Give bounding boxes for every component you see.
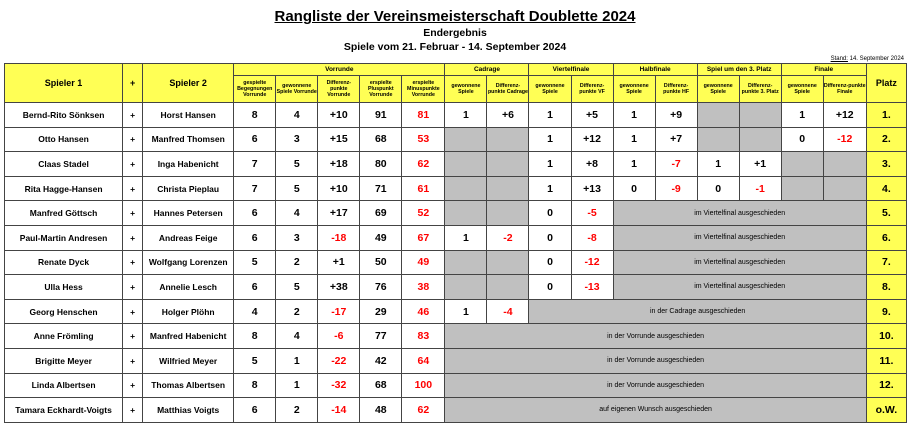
vr-minuspunkte: 49: [402, 250, 445, 275]
cad-spiele: 1: [445, 103, 487, 128]
col-platz: Platz: [866, 64, 906, 103]
hf-spiele: 1: [613, 152, 655, 177]
vr-diff: -17: [318, 299, 360, 324]
fin-diff: [823, 152, 866, 177]
vr-minuspunkte: 83: [402, 324, 445, 349]
vr-begegnungen: 5: [234, 348, 276, 373]
page-subtitle: Endergebnis: [423, 27, 487, 39]
vr-spiele: 1: [276, 348, 318, 373]
s3-spiele: [697, 103, 739, 128]
col-s3-spiele: gewonnene Spiele: [697, 76, 739, 103]
cad-spiele: 1: [445, 299, 487, 324]
vr-spiele: 5: [276, 152, 318, 177]
vr-pluspunkte: 69: [360, 201, 402, 226]
player2-name: Manfred Habenicht: [143, 324, 234, 349]
s3-spiele: [697, 127, 739, 152]
vr-minuspunkte: 38: [402, 275, 445, 300]
player2-name: Holger Plöhn: [143, 299, 234, 324]
ranking-table: [4, 63, 907, 423]
vr-spiele: 5: [276, 176, 318, 201]
table-row: [5, 201, 907, 226]
cad-diff: [487, 201, 529, 226]
vf-spiele: 1: [529, 127, 571, 152]
fin-spiele: [781, 152, 823, 177]
s3-spiele: 0: [697, 176, 739, 201]
cad-diff: [487, 127, 529, 152]
vr-pluspunkte: 50: [360, 250, 402, 275]
vr-pluspunkte: 77: [360, 324, 402, 349]
vf-spiele: 0: [529, 275, 571, 300]
player2-name: Wolfgang Lorenzen: [143, 250, 234, 275]
col-s3-diff: Differenz-punkte 3. Platz: [739, 76, 781, 103]
vr-begegnungen: 8: [234, 324, 276, 349]
hf-diff: +7: [655, 127, 697, 152]
vr-pluspunkte: 29: [360, 299, 402, 324]
vr-diff: -32: [318, 373, 360, 398]
col-cadrage: Cadrage: [445, 64, 529, 76]
vr-pluspunkte: 68: [360, 127, 402, 152]
plus-sign: +: [123, 373, 143, 398]
vr-minuspunkte: 64: [402, 348, 445, 373]
vr-diff: +17: [318, 201, 360, 226]
vr-diff: +38: [318, 275, 360, 300]
vr-spiele: 3: [276, 127, 318, 152]
vr-begegnungen: 5: [234, 250, 276, 275]
elimination-note: in der Vorrunde ausgeschieden: [445, 324, 866, 349]
player2-name: Annelie Lesch: [143, 275, 234, 300]
s3-spiele: 1: [697, 152, 739, 177]
vr-pluspunkte: 71: [360, 176, 402, 201]
vr-diff: +18: [318, 152, 360, 177]
cad-spiele: [445, 127, 487, 152]
col-fin-diff: Differenz-punkte Finale: [823, 76, 866, 103]
plus-sign: +: [123, 225, 143, 250]
plus-sign: +: [123, 324, 143, 349]
player1-name: Anne Frömling: [5, 324, 123, 349]
vf-diff: -5: [571, 201, 613, 226]
vr-minuspunkte: 62: [402, 152, 445, 177]
player2-name: Matthias Voigts: [143, 398, 234, 423]
s3-diff: +1: [739, 152, 781, 177]
table-row: [5, 250, 907, 275]
table-row: [5, 275, 907, 300]
vr-pluspunkte: 68: [360, 373, 402, 398]
table-row: [5, 373, 907, 398]
table-row: [5, 152, 907, 177]
col-vr-minus: erspielte Minuspunkte Vorrunde: [402, 76, 445, 103]
s3-diff: -1: [739, 176, 781, 201]
plus-sign: +: [123, 299, 143, 324]
table-body: [5, 103, 907, 423]
plus-sign: +: [123, 127, 143, 152]
table-row: [5, 127, 907, 152]
vf-spiele: 1: [529, 176, 571, 201]
plus-sign: +: [123, 176, 143, 201]
col-spiel3: Spiel um den 3. Platz: [697, 64, 781, 76]
platz: 5.: [866, 201, 906, 226]
vf-spiele: 1: [529, 152, 571, 177]
cad-spiele: [445, 275, 487, 300]
player1-name: Linda Albertsen: [5, 373, 123, 398]
platz: 12.: [866, 373, 906, 398]
player1-name: Manfred Göttsch: [5, 201, 123, 226]
col-hf-diff: Differenz-punkte HF: [655, 76, 697, 103]
player1-name: Rita Hagge-Hansen: [5, 176, 123, 201]
vf-diff: -12: [571, 250, 613, 275]
platz: 6.: [866, 225, 906, 250]
hf-spiele: 1: [613, 103, 655, 128]
cad-diff: -2: [487, 225, 529, 250]
vf-spiele: 0: [529, 201, 571, 226]
vr-begegnungen: 4: [234, 299, 276, 324]
col-vr-plus: erspielte Pluspunkt Vorrunde: [360, 76, 402, 103]
vr-minuspunkte: 81: [402, 103, 445, 128]
col-halbfinale: Halbfinale: [613, 64, 697, 76]
player1-name: Claas Stadel: [5, 152, 123, 177]
page-title: Rangliste der Vereinsmeisterschaft Doublette 2024: [274, 8, 636, 25]
platz: 4.: [866, 176, 906, 201]
vr-begegnungen: 7: [234, 152, 276, 177]
fin-spiele: 0: [781, 127, 823, 152]
col-vr-begegnungen: gespielte Begegnungen Vorrunde: [234, 76, 276, 103]
platz: 9.: [866, 299, 906, 324]
plus-sign: +: [123, 250, 143, 275]
elimination-note: im Viertelfinal ausgeschieden: [613, 275, 866, 300]
cad-diff: +6: [487, 103, 529, 128]
vr-pluspunkte: 42: [360, 348, 402, 373]
col-vr-spiele: gewonnene Spiele Vorrunde: [276, 76, 318, 103]
vf-diff: +12: [571, 127, 613, 152]
col-finale: Finale: [781, 64, 866, 76]
vr-begegnungen: 7: [234, 176, 276, 201]
platz: 8.: [866, 275, 906, 300]
elimination-note: in der Vorrunde ausgeschieden: [445, 348, 866, 373]
cad-diff: [487, 152, 529, 177]
platz: 3.: [866, 152, 906, 177]
vr-minuspunkte: 46: [402, 299, 445, 324]
vr-diff: -14: [318, 398, 360, 423]
hf-diff: +9: [655, 103, 697, 128]
vr-spiele: 2: [276, 398, 318, 423]
player1-name: Ulla Hess: [5, 275, 123, 300]
vr-pluspunkte: 80: [360, 152, 402, 177]
hf-spiele: 0: [613, 176, 655, 201]
player1-name: Georg Henschen: [5, 299, 123, 324]
vr-pluspunkte: 91: [360, 103, 402, 128]
col-viertelfinale: Viertelfinale: [529, 64, 613, 76]
vr-diff: +10: [318, 176, 360, 201]
table-header: [5, 64, 907, 103]
player1-name: Otto Hansen: [5, 127, 123, 152]
cad-diff: [487, 250, 529, 275]
cad-spiele: 1: [445, 225, 487, 250]
vr-pluspunkte: 48: [360, 398, 402, 423]
vr-begegnungen: 6: [234, 127, 276, 152]
vr-spiele: 2: [276, 250, 318, 275]
player1-name: Paul-Martin Andresen: [5, 225, 123, 250]
table-row: [5, 176, 907, 201]
vf-diff: -13: [571, 275, 613, 300]
platz: o.W.: [866, 398, 906, 423]
vr-diff: +15: [318, 127, 360, 152]
vr-minuspunkte: 53: [402, 127, 445, 152]
player1-name: Brigitte Meyer: [5, 348, 123, 373]
elimination-note: im Viertelfinal ausgeschieden: [613, 250, 866, 275]
elimination-note: im Viertelfinal ausgeschieden: [613, 201, 866, 226]
plus-sign: +: [123, 275, 143, 300]
plus-sign: +: [123, 398, 143, 423]
col-hf-spiele: gewonnene Spiele: [613, 76, 655, 103]
vr-minuspunkte: 100: [402, 373, 445, 398]
vr-spiele: 2: [276, 299, 318, 324]
vr-diff: -18: [318, 225, 360, 250]
date-range: Spiele vom 21. Februar - 14. September 2024: [343, 41, 567, 53]
col-cad-diff: Differenz-punkte Cadrage: [487, 76, 529, 103]
fin-diff: +12: [823, 103, 866, 128]
vr-begegnungen: 6: [234, 225, 276, 250]
cad-spiele: [445, 250, 487, 275]
player2-name: Andreas Feige: [143, 225, 234, 250]
cad-spiele: [445, 176, 487, 201]
vr-diff: +1: [318, 250, 360, 275]
col-vr-diff: Differenz-punkte Vorrunde: [318, 76, 360, 103]
hf-diff: -7: [655, 152, 697, 177]
vr-diff: +10: [318, 103, 360, 128]
table-row: [5, 225, 907, 250]
vr-begegnungen: 8: [234, 103, 276, 128]
col-vf-spiele: gewonnene Spiele: [529, 76, 571, 103]
col-plus: +: [123, 64, 143, 103]
vr-minuspunkte: 62: [402, 398, 445, 423]
fin-spiele: [781, 176, 823, 201]
vf-spiele: 0: [529, 225, 571, 250]
player1-name: Renate Dyck: [5, 250, 123, 275]
player2-name: Manfred Thomsen: [143, 127, 234, 152]
player2-name: Christa Pieplau: [143, 176, 234, 201]
vf-diff: -8: [571, 225, 613, 250]
platz: 1.: [866, 103, 906, 128]
elimination-note: im Viertelfinal ausgeschieden: [613, 225, 866, 250]
elimination-note: auf eigenen Wunsch ausgeschieden: [445, 398, 866, 423]
fin-diff: [823, 176, 866, 201]
cad-diff: -4: [487, 299, 529, 324]
vr-spiele: 5: [276, 275, 318, 300]
vr-diff: -6: [318, 324, 360, 349]
col-spieler2: Spieler 2: [143, 64, 234, 103]
elimination-note: in der Vorrunde ausgeschieden: [445, 373, 866, 398]
hf-spiele: 1: [613, 127, 655, 152]
table-row: [5, 299, 907, 324]
plus-sign: +: [123, 348, 143, 373]
s3-diff: [739, 127, 781, 152]
cad-diff: [487, 275, 529, 300]
s3-diff: [739, 103, 781, 128]
vr-spiele: 1: [276, 373, 318, 398]
platz: 7.: [866, 250, 906, 275]
table-row: [5, 103, 907, 128]
vr-begegnungen: 8: [234, 373, 276, 398]
col-vf-diff: Differenz-punkte VF: [571, 76, 613, 103]
player1-name: Bernd-Rito Sönksen: [5, 103, 123, 128]
col-fin-spiele: gewonnene Spiele: [781, 76, 823, 103]
vr-minuspunkte: 61: [402, 176, 445, 201]
elimination-note: in der Cadrage ausgeschieden: [529, 299, 866, 324]
table-row: [5, 348, 907, 373]
vr-minuspunkte: 52: [402, 201, 445, 226]
fin-diff: -12: [823, 127, 866, 152]
table-row: [5, 324, 907, 349]
platz: 10.: [866, 324, 906, 349]
player1-name: Tamara Eckhardt-Voigts: [5, 398, 123, 423]
vr-spiele: 4: [276, 324, 318, 349]
platz: 2.: [866, 127, 906, 152]
vf-diff: +8: [571, 152, 613, 177]
table-row: [5, 398, 907, 423]
cad-spiele: [445, 152, 487, 177]
plus-sign: +: [123, 152, 143, 177]
plus-sign: +: [123, 103, 143, 128]
vr-begegnungen: 6: [234, 275, 276, 300]
player2-name: Wilfried Meyer: [143, 348, 234, 373]
player2-name: Hannes Petersen: [143, 201, 234, 226]
vr-spiele: 3: [276, 225, 318, 250]
vr-minuspunkte: 67: [402, 225, 445, 250]
stand-date: Stand: 14. September 2024: [830, 56, 904, 62]
vr-pluspunkte: 49: [360, 225, 402, 250]
col-cad-spiele: gewonnene Spiele: [445, 76, 487, 103]
hf-diff: -9: [655, 176, 697, 201]
vf-spiele: 1: [529, 103, 571, 128]
vf-spiele: 0: [529, 250, 571, 275]
plus-sign: +: [123, 201, 143, 226]
player2-name: Thomas Albertsen: [143, 373, 234, 398]
col-vorrunde: Vorrunde: [234, 64, 445, 76]
player2-name: Horst Hansen: [143, 103, 234, 128]
platz: 11.: [866, 348, 906, 373]
vf-diff: +13: [571, 176, 613, 201]
vr-begegnungen: 6: [234, 398, 276, 423]
vr-begegnungen: 6: [234, 201, 276, 226]
cad-diff: [487, 176, 529, 201]
fin-spiele: 1: [781, 103, 823, 128]
vr-pluspunkte: 76: [360, 275, 402, 300]
vr-diff: -22: [318, 348, 360, 373]
col-spieler1: Spieler 1: [5, 64, 123, 103]
vr-spiele: 4: [276, 103, 318, 128]
cad-spiele: [445, 201, 487, 226]
player2-name: Inga Habenicht: [143, 152, 234, 177]
vf-diff: +5: [571, 103, 613, 128]
vr-spiele: 4: [276, 201, 318, 226]
